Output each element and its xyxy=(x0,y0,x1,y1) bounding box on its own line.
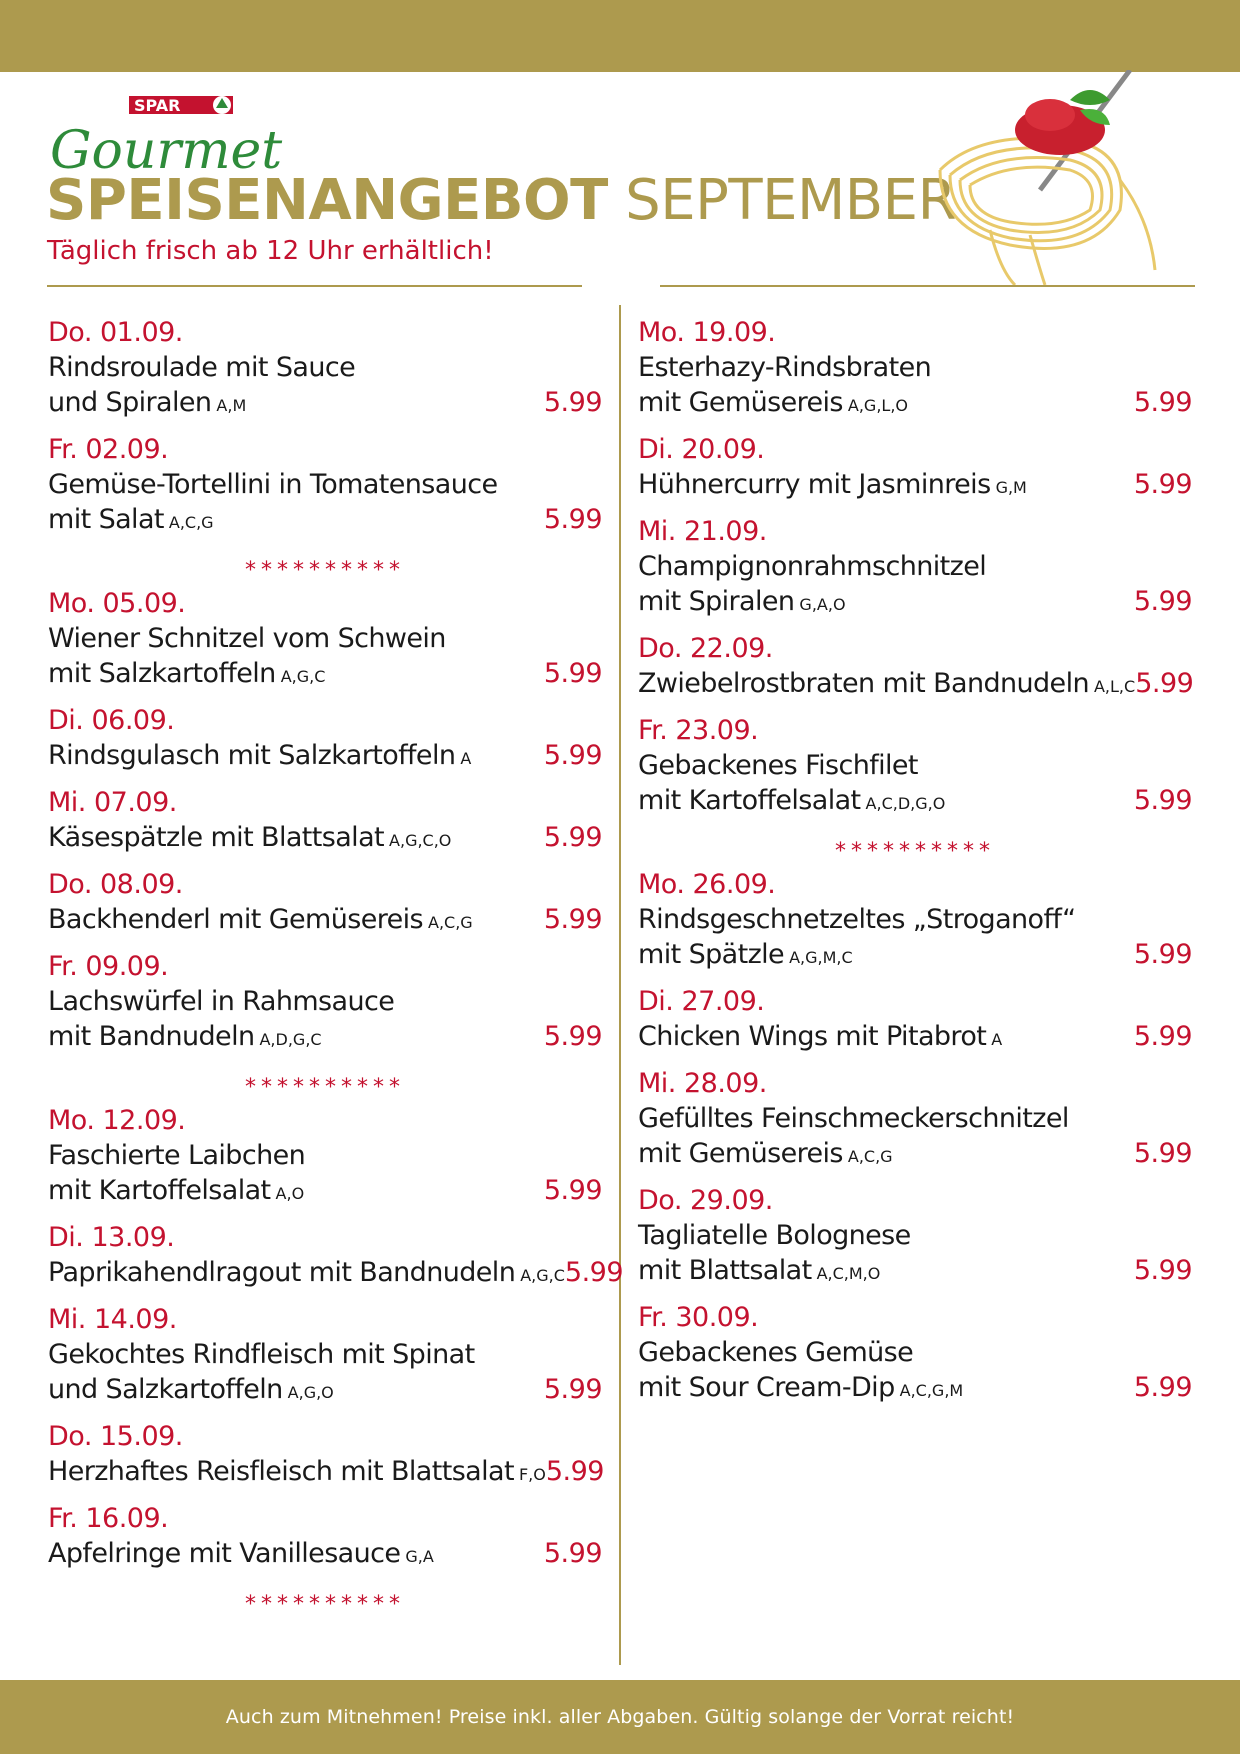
menu-date: Fr. 30.09. xyxy=(638,1302,759,1333)
menu-entry xyxy=(638,514,1192,622)
price: 5.99 xyxy=(543,904,602,935)
dish-name: Gemüse-Tortellini in Tomatensauce xyxy=(48,469,498,500)
title-month: SEPTEMBER xyxy=(625,168,956,233)
price: 5.99 xyxy=(543,740,602,771)
allergen-codes: A xyxy=(460,749,472,768)
menu-entry xyxy=(638,713,1192,821)
menu-date: Mo. 05.09. xyxy=(48,588,186,619)
dish-name: Herzhaftes Reisfleisch mit Blattsalat xyxy=(48,1456,514,1487)
dish-line xyxy=(48,902,602,940)
price: 5.99 xyxy=(1133,586,1192,617)
allergen-codes: A,G,C xyxy=(280,667,326,686)
footer-band xyxy=(0,1680,1240,1754)
price: 5.99 xyxy=(543,1175,602,1206)
dish-line xyxy=(638,1253,1192,1291)
menu-entry xyxy=(638,1183,1192,1291)
dish-text xyxy=(48,984,394,1019)
dish-line xyxy=(638,1335,1192,1370)
separator-stars: ********** xyxy=(835,839,995,864)
separator-stars: ********** xyxy=(245,1075,405,1100)
menu-entry xyxy=(48,1419,602,1492)
price: 5.99 xyxy=(1133,469,1192,500)
menu-entry xyxy=(48,1302,602,1410)
menu-date: Di. 20.09. xyxy=(638,434,765,465)
dish-name: Käsespätzle mit Blattsalat xyxy=(48,822,385,853)
dish-line xyxy=(638,1218,1192,1253)
dish-line xyxy=(48,1255,624,1293)
dish-line xyxy=(638,549,1192,584)
allergen-codes: A,C,M,O xyxy=(816,1264,881,1283)
menu-entry xyxy=(48,1220,624,1293)
menu-column-left xyxy=(48,315,624,1620)
dish-line xyxy=(48,502,602,540)
footer-text: Auch zum Mitnehmen! Preise inkl. aller Abgaben. Gültig solange der Vorrat reicht! xyxy=(225,1706,1015,1728)
price: 5.99 xyxy=(1135,668,1194,699)
menu-entry xyxy=(638,984,1192,1057)
price: 5.99 xyxy=(1133,785,1192,816)
dish-line xyxy=(638,1136,1192,1174)
price: 5.99 xyxy=(543,387,602,418)
dish-name: Gebackenes Fischfilet xyxy=(638,750,918,781)
page-subtitle: Täglich frisch ab 12 Uhr erhältlich! xyxy=(47,236,494,266)
menu-date: Di. 13.09. xyxy=(48,1222,175,1253)
dish-text xyxy=(48,1138,305,1173)
dish-text xyxy=(48,350,355,385)
page-title xyxy=(46,168,956,233)
menu-date: Mo. 19.09. xyxy=(638,317,776,348)
menu-entry xyxy=(48,703,602,776)
dish-text xyxy=(638,1335,913,1370)
menu-date: Mi. 28.09. xyxy=(638,1068,767,1099)
allergen-codes: A,C,D,G,O xyxy=(865,794,946,813)
dish-name: Hühnercurry mit Jasminreis xyxy=(638,469,991,500)
dish-line xyxy=(48,1372,602,1410)
allergen-codes: A,G,M,C xyxy=(789,948,853,967)
menu-date: Mo. 12.09. xyxy=(48,1105,186,1136)
dish-text xyxy=(638,666,1135,704)
dish-name: Rindsgeschnetzeltes „Stroganoff“ xyxy=(638,904,1076,935)
dish-line xyxy=(48,1138,602,1173)
dish-text xyxy=(638,1253,880,1291)
menu-entry xyxy=(638,1066,1192,1174)
dish-text xyxy=(48,902,473,940)
price: 5.99 xyxy=(1133,1138,1192,1169)
dish-line xyxy=(638,385,1192,423)
title-bold: SPEISENANGEBOT xyxy=(46,168,608,233)
menu-entry xyxy=(48,1501,602,1574)
dish-text xyxy=(638,1136,893,1174)
separator-stars: ********** xyxy=(245,1592,405,1617)
logo-spar-text: SPAR xyxy=(134,96,181,115)
dish-name: mit Salat xyxy=(48,504,164,535)
dish-text xyxy=(638,748,918,783)
menu-date: Mi. 21.09. xyxy=(638,516,767,547)
menu-date: Fr. 16.09. xyxy=(48,1503,169,1534)
dish-name: Gebackenes Gemüse xyxy=(638,1337,914,1368)
menu-date: Di. 06.09. xyxy=(48,705,175,736)
dish-name: Esterhazy-Rindsbraten xyxy=(638,352,932,383)
dish-name: mit Spätzle xyxy=(638,939,785,970)
allergen-codes: A,G,L,O xyxy=(847,396,908,415)
dish-line xyxy=(48,656,602,694)
menu-date: Fr. 23.09. xyxy=(638,715,759,746)
menu-date: Mi. 14.09. xyxy=(48,1304,177,1335)
dish-line xyxy=(48,984,602,1019)
menu-entry xyxy=(48,586,602,694)
menu-entry xyxy=(638,867,1192,975)
dish-text xyxy=(48,621,446,656)
menu-entry xyxy=(48,949,602,1057)
dish-name: Faschierte Laibchen xyxy=(48,1140,306,1171)
menu-date: Do. 01.09. xyxy=(48,317,183,348)
dish-text xyxy=(638,1019,1002,1057)
allergen-codes: A,L,C xyxy=(1093,677,1136,696)
dish-line xyxy=(638,902,1192,937)
dish-line xyxy=(638,350,1192,385)
dish-text xyxy=(48,1454,546,1492)
dish-text xyxy=(48,820,451,858)
price: 5.99 xyxy=(543,1021,602,1052)
allergen-codes: A,G,O xyxy=(287,1383,334,1402)
dish-text xyxy=(48,467,497,502)
price: 5.99 xyxy=(543,1538,602,1569)
dish-text xyxy=(638,385,908,423)
dish-text xyxy=(638,902,1076,937)
dish-name: mit Sour Cream-Dip xyxy=(638,1372,895,1403)
top-band xyxy=(0,0,1240,72)
dish-name: Chicken Wings mit Pitabrot xyxy=(638,1021,987,1052)
allergen-codes: A,C,G xyxy=(847,1147,893,1166)
dish-name: Rindsgulasch mit Salzkartoffeln xyxy=(48,740,456,771)
menu-date: Do. 29.09. xyxy=(638,1185,773,1216)
dish-line xyxy=(48,350,602,385)
menu-entry xyxy=(48,867,602,940)
price: 5.99 xyxy=(1133,1255,1192,1286)
dish-name: Apfelringe mit Vanillesauce xyxy=(48,1538,401,1569)
dish-text xyxy=(48,1337,475,1372)
dish-name: Champignonrahmschnitzel xyxy=(638,551,987,582)
price: 5.99 xyxy=(543,658,602,689)
dish-text xyxy=(638,549,986,584)
dish-line xyxy=(638,748,1192,783)
dish-name: mit Bandnudeln xyxy=(48,1021,255,1052)
dish-line xyxy=(48,467,602,502)
menu-date: Do. 08.09. xyxy=(48,869,183,900)
price: 5.99 xyxy=(1133,387,1192,418)
allergen-codes: A,C,G,M xyxy=(899,1381,964,1400)
dish-name: und Spiralen xyxy=(48,387,212,418)
menu-entry xyxy=(638,432,1192,505)
price: 5.99 xyxy=(1133,939,1192,970)
menu-entry xyxy=(638,631,1192,704)
dish-text xyxy=(638,937,853,975)
dish-line xyxy=(48,1337,602,1372)
spar-gourmet-logo xyxy=(44,88,304,178)
menu-date: Di. 27.09. xyxy=(638,986,765,1017)
dish-line xyxy=(48,738,602,776)
allergen-codes: A,M xyxy=(216,396,247,415)
dish-text xyxy=(638,1101,1069,1136)
dish-line xyxy=(638,666,1192,704)
dish-name: mit Gemüsereis xyxy=(638,387,843,418)
allergen-codes: G,M xyxy=(995,478,1027,497)
dish-name: Lachswürfel in Rahmsauce xyxy=(48,986,395,1017)
dish-name: Wiener Schnitzel vom Schwein xyxy=(48,623,446,654)
dish-line xyxy=(638,937,1192,975)
menu-entry xyxy=(48,1103,602,1211)
dish-name: mit Salzkartoffeln xyxy=(48,658,276,689)
allergen-codes: G,A xyxy=(405,1547,434,1566)
dish-text xyxy=(48,656,325,694)
allergen-codes: A,G,C,O xyxy=(389,831,452,850)
dish-name: Gefülltes Feinschmeckerschnitzel xyxy=(638,1103,1069,1134)
menu-date: Mi. 07.09. xyxy=(48,787,177,818)
dish-name: Backhenderl mit Gemüsereis xyxy=(48,904,424,935)
header-rule-right xyxy=(660,285,1195,287)
dish-name: und Salzkartoffeln xyxy=(48,1374,283,1405)
menu-entry xyxy=(638,315,1192,423)
price: 5.99 xyxy=(564,1257,624,1288)
menu-date: Do. 22.09. xyxy=(638,633,773,664)
logo-gourmet-text: Gourmet xyxy=(50,121,283,178)
allergen-codes: A,G,C xyxy=(520,1266,565,1285)
menu-date: Do. 15.09. xyxy=(48,1421,183,1452)
dish-name: mit Spiralen xyxy=(638,586,795,617)
header-rule-left xyxy=(47,285,582,287)
price: 5.99 xyxy=(543,1374,602,1405)
dish-text xyxy=(638,467,1027,505)
dish-name: Gekochtes Rindfleisch mit Spinat xyxy=(48,1339,475,1370)
dish-line xyxy=(638,1019,1192,1057)
price: 5.99 xyxy=(545,1456,604,1487)
allergen-codes: A,C,G xyxy=(168,513,214,532)
menu-entry xyxy=(48,785,602,858)
dish-line xyxy=(48,1454,602,1492)
dish-text xyxy=(48,1019,322,1057)
dish-text xyxy=(638,1370,963,1408)
separator-stars: ********** xyxy=(245,558,405,583)
dish-line xyxy=(48,1173,602,1211)
menu-entry xyxy=(48,432,602,540)
dish-text xyxy=(48,1372,334,1410)
dish-name: mit Kartoffelsalat xyxy=(638,785,861,816)
dish-text xyxy=(638,783,945,821)
dish-line xyxy=(638,1370,1192,1408)
allergen-codes: A xyxy=(991,1030,1003,1049)
allergen-codes: A,O xyxy=(275,1184,305,1203)
menu-date: Fr. 09.09. xyxy=(48,951,169,982)
dish-line xyxy=(638,1101,1192,1136)
allergen-codes: G,A,O xyxy=(799,595,846,614)
dish-line xyxy=(638,467,1192,505)
dish-text xyxy=(638,584,846,622)
price: 5.99 xyxy=(543,822,602,853)
menu-entry xyxy=(638,1300,1192,1408)
dish-text xyxy=(48,385,246,423)
dish-line xyxy=(638,584,1192,622)
dish-text xyxy=(48,1173,304,1211)
menu-date: Fr. 02.09. xyxy=(48,434,169,465)
price: 5.99 xyxy=(1133,1372,1192,1403)
dish-name: Tagliatelle Bolognese xyxy=(638,1220,911,1251)
menu-column-right xyxy=(638,315,1192,1417)
dish-name: Paprikahendlragout mit Bandnudeln xyxy=(48,1257,516,1288)
dish-name: Rindsroulade mit Sauce xyxy=(48,352,356,383)
allergen-codes: A,C,G xyxy=(428,913,473,932)
column-divider xyxy=(619,305,621,1665)
dish-text xyxy=(638,350,931,385)
spaghetti-fork-photo xyxy=(920,70,1170,285)
dish-name: Zwiebelrostbraten mit Bandnudeln xyxy=(638,668,1089,699)
dish-text xyxy=(638,1218,911,1253)
dish-line xyxy=(48,385,602,423)
dish-text xyxy=(48,1255,565,1293)
allergen-codes: F,O xyxy=(518,1465,546,1484)
dish-name: mit Blattsalat xyxy=(638,1255,812,1286)
dish-name: mit Gemüsereis xyxy=(638,1138,843,1169)
dish-name: mit Kartoffelsalat xyxy=(48,1175,271,1206)
price: 5.99 xyxy=(1133,1021,1192,1052)
dish-text xyxy=(48,1536,434,1574)
price: 5.99 xyxy=(543,504,602,535)
dish-text xyxy=(48,502,214,540)
allergen-codes: A,D,G,C xyxy=(259,1030,322,1049)
menu-entry xyxy=(48,315,602,423)
dish-line xyxy=(48,1019,602,1057)
dish-line xyxy=(638,783,1192,821)
dish-line xyxy=(48,1536,602,1574)
dish-line xyxy=(48,621,602,656)
menu-date: Mo. 26.09. xyxy=(638,869,776,900)
dish-text xyxy=(48,738,471,776)
dish-line xyxy=(48,820,602,858)
